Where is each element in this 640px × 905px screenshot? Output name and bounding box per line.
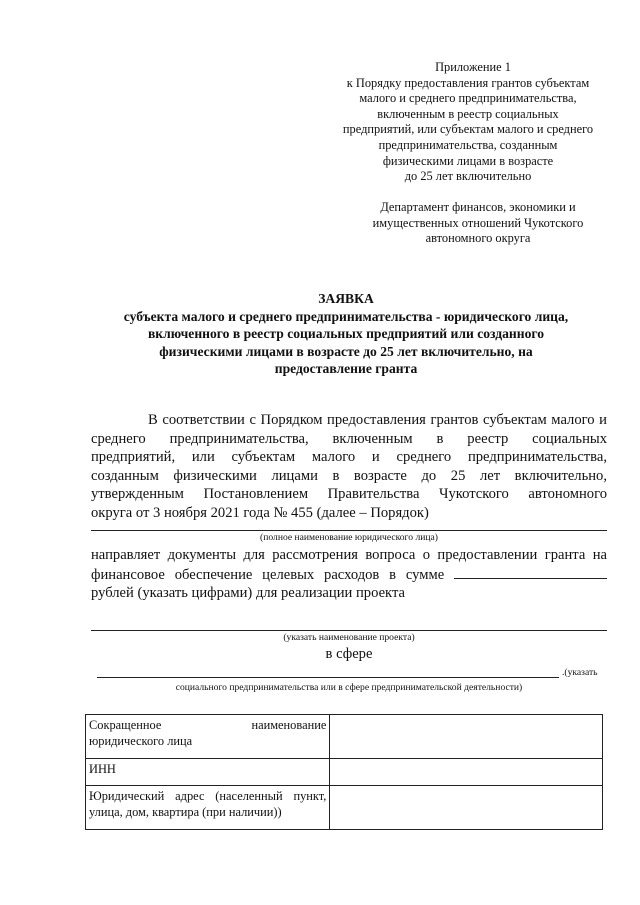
heading-line: предоставление гранта (274, 361, 418, 376)
appendix-line: до 25 лет включительно (404, 169, 532, 184)
appendix-line: малого и среднего предпринимательства, (359, 91, 577, 106)
inn-label (86, 759, 330, 786)
project-name-caption: (указать наименование проекта) (283, 632, 415, 643)
intro-line: предприятий, или субъектам малого и среднего предпринимательства, (91, 449, 607, 466)
intro-line: созданным физическими лицами в возрасте до 25 лет включительно, (91, 467, 607, 484)
intro-line: среднего предпринимательства, включенным в реестр социальных (91, 430, 607, 447)
project-name-field[interactable] (91, 630, 607, 631)
short-name-label (86, 715, 330, 759)
label-line: улица, дом, квартира (при наличии)) (89, 804, 282, 819)
short-name-value[interactable] (330, 715, 603, 759)
table-row (86, 786, 603, 830)
request-line (91, 565, 607, 585)
appendix-line: физическими лицами в возрасте (382, 153, 554, 168)
request-paragraph (91, 546, 607, 603)
table-row (86, 759, 603, 786)
appendix-line: включенным в реестр социальных (377, 106, 559, 121)
applicant-info-table (85, 714, 603, 830)
label-line: Сокращенное наименование (89, 718, 327, 732)
addressee-line: автономного округа (425, 231, 531, 246)
appendix-line: предприятий, или субъектам малого и среднего (342, 122, 594, 137)
document-title: ЗАЯВКА (318, 291, 374, 306)
sphere-label: в сфере (325, 646, 373, 662)
appendix-line: предпринимательства, созданным (378, 137, 558, 152)
intro-line: округа от 3 ноября 2021 года № 455 (далее – Порядок) (91, 504, 429, 521)
sphere-tail-caption: .(указать (562, 667, 598, 678)
grant-amount-field[interactable] (454, 565, 607, 579)
document-heading (86, 290, 606, 378)
label-line: ИНН (89, 762, 116, 776)
intro-line: утвержденным Постановлением Правительства Чукотского автономного (91, 486, 607, 503)
request-line: направляет документы для рассмотрения вопроса о предоставлении гранта на (91, 547, 607, 563)
appendix-title: Приложение 1 (435, 60, 511, 74)
heading-line: физическими лицами в возрасте до 25 лет включительно, на (159, 343, 533, 359)
sphere-field[interactable] (97, 677, 559, 678)
addressee-line: имущественных отношений Чукотского (372, 215, 584, 230)
legal-address-label (86, 786, 330, 830)
intro-paragraph (91, 411, 607, 523)
table-row (86, 715, 603, 759)
request-line-text: финансовое обеспечение целевых расходов в сумме (91, 566, 445, 583)
intro-line: В соответствии с Порядком предоставления грантов субъектам малого и (148, 412, 607, 428)
appendix-line: к Порядку предоставления грантов субъектам (346, 75, 590, 90)
full-name-field[interactable] (91, 530, 607, 531)
label-line: Юридический адрес (населенный пункт, (89, 789, 327, 803)
label-line: юридического лица (89, 733, 193, 748)
inn-value[interactable] (330, 759, 603, 786)
heading-line: включенного в реестр социальных предприятий или созданного (147, 326, 545, 341)
request-line: рублей (указать цифрами) для реализации проекта (91, 585, 405, 602)
legal-address-value[interactable] (330, 786, 603, 830)
heading-line: субъекта малого и среднего предпринимательства - юридического лица, (123, 308, 569, 324)
appendix-block (318, 60, 618, 185)
sphere-hint-caption: социального предпринимательства или в сфере предпринимательской деятельности) (175, 682, 523, 693)
addressee-line: Департамент финансов, экономики и (380, 200, 576, 214)
addressee-block (348, 200, 608, 247)
full-name-caption: (полное наименование юридического лица) (260, 532, 438, 543)
